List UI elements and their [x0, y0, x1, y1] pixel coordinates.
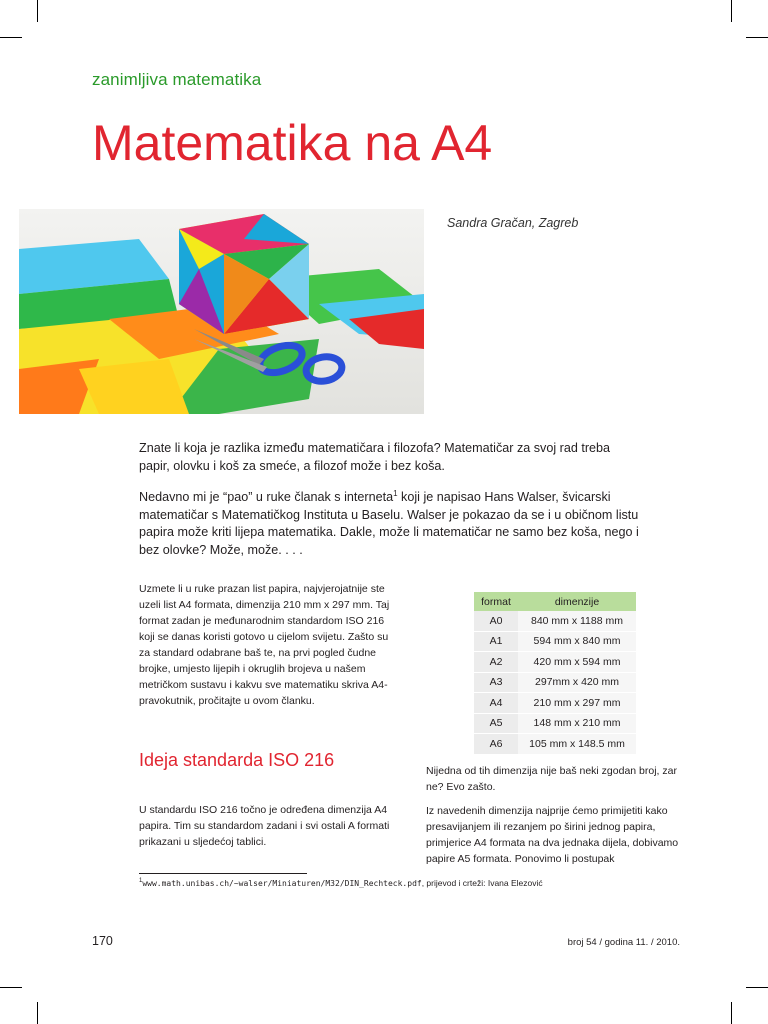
crop-mark: [37, 1002, 38, 1024]
table-row: [474, 611, 636, 631]
footnote-number: 1: [139, 878, 143, 885]
table-row: [474, 713, 636, 734]
intro-text-b: koji je napisao Hans Walser, švicarski matematičar s Matematičkog Instituta u Baselu. Walser je pokazao da se i u običnom listu papira može kriti lijepa matematika. Dakle, može li matematičar ne samo bez koša, nego i bez olovke? Može, može. . . .: [139, 490, 639, 557]
table-row: [474, 693, 636, 714]
table-row: [474, 652, 636, 673]
intro-paragraph-1: Znate li koja je razlika između matematičara i filozofa? Matematičar za svoj rad treba papir, olovku i koš za smeće, a filozof može i bez koša.: [139, 441, 611, 473]
left-column-paragraph-1: Uzmete li u ruke prazan list papira, najvjerojatnije ste uzeli list A4 formata, dimenzija 210 mm x 297 mm. Taj format zadan je međunarodnim standardom ISO 216 koji se danas koristi gotovo u cijelom svijetu. Zašto su za standard odabrane baš te, na prvi pogled čudne brojke, umjesto lijepih i okruglih brojeva u našem metričkom sustavu i kakvu sve matematiku skriva A4-pravokutnik, pročitajte u ovom članku.: [139, 583, 390, 707]
issue-info: broj 54 / godina 11. / 2010.: [567, 937, 680, 948]
author: Sandra Gračan, Zagreb: [447, 216, 579, 230]
table-header-dimensions: dimenzije: [518, 592, 636, 611]
table-cell-format: A3: [474, 672, 518, 693]
left-column-paragraph-2: U standardu ISO 216 točno je određena dimenzija A4 papira. Tim su standardom zadani i svi ostali A formati prikazani u sljedećoj tablici.: [139, 804, 390, 848]
crop-mark: [731, 1002, 732, 1024]
footnote-divider: [139, 873, 307, 874]
table-cell-dimensions: 297mm x 420 mm: [518, 672, 636, 693]
table-row: [474, 672, 636, 693]
page-number: 170: [92, 934, 113, 948]
section-heading: Ideja standarda ISO 216: [139, 750, 335, 770]
table-cell-dimensions: 594 mm x 840 mm: [518, 631, 636, 652]
table-cell-dimensions: 420 mm x 594 mm: [518, 652, 636, 673]
footnote-text: , prijevod i crteži: Ivana Elezović: [421, 878, 543, 888]
paper-format-table: [474, 592, 636, 755]
intro-paragraph-2: [139, 489, 659, 559]
footnote-link[interactable]: www.math.unibas.ch/~walser/Miniaturen/M32/DIN_Rechteck.pdf: [142, 879, 422, 888]
table-row: [474, 631, 636, 652]
table-cell-format: A4: [474, 693, 518, 714]
footnote-ref: 1: [393, 488, 398, 498]
table-cell-dimensions: 840 mm x 1188 mm: [518, 611, 636, 631]
table-header-format: format: [474, 592, 518, 611]
crop-mark: [731, 0, 732, 22]
right-column-paragraph-2: Iz navedenih dimenzija najprije ćemo primijetiti kako presavijanjem ili rezanjem po širini jednog papira, primjerice A4 formata na dva jednaka dijela, dobivamo papire A5 formata. Ponovimo li postupak: [426, 805, 679, 865]
table-cell-format: A0: [474, 611, 518, 631]
table-cell-format: A5: [474, 713, 518, 734]
table-cell-dimensions: 148 mm x 210 mm: [518, 713, 636, 734]
table-cell-format: A1: [474, 631, 518, 652]
right-column-paragraph-1: Nijedna od tih dimenzija nije baš neki zgodan broj, zar ne? Evo zašto.: [426, 765, 677, 793]
crop-mark: [746, 37, 768, 38]
crop-mark: [746, 987, 768, 988]
table-cell-dimensions: 105 mm x 148.5 mm: [518, 734, 636, 755]
crop-mark: [0, 37, 22, 38]
table-cell-dimensions: 210 mm x 297 mm: [518, 693, 636, 714]
origami-photo: [19, 209, 424, 414]
table-row: [474, 734, 636, 755]
table-cell-format: A2: [474, 652, 518, 673]
page-title: Matematika na A4: [92, 115, 493, 171]
table-header-row: [474, 592, 636, 611]
crop-mark: [0, 987, 22, 988]
footnote: [139, 878, 543, 888]
intro-text-a: Nedavno mi je “pao” u ruke članak s interneta: [139, 490, 394, 504]
section-label: zanimljiva matematika: [92, 70, 262, 89]
table-cell-format: A6: [474, 734, 518, 755]
crop-mark: [37, 0, 38, 22]
